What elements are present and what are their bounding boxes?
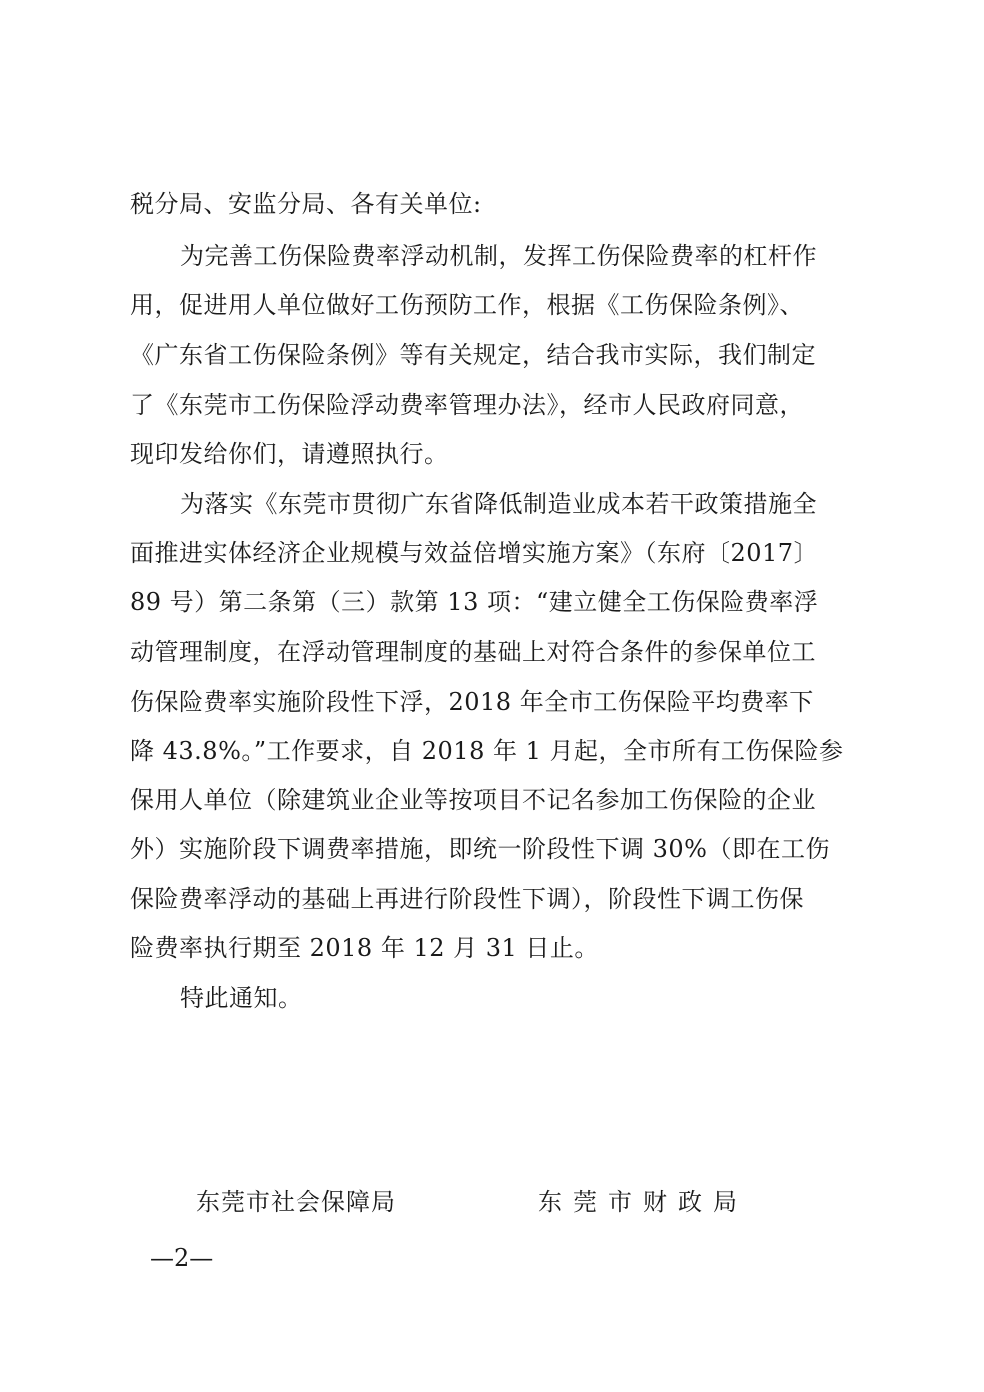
paragraph-1-line: 用，促进用人单位做好工伤预防工作，根据《工伤保险条例》、 <box>130 291 804 319</box>
paragraph-1-line: 了《东莞市工伤保险浮动费率管理办法》，经市人民政府同意， <box>130 391 804 419</box>
paragraph-2-line: 伤保险费率实施阶段性下浮，2018 年全市工伤保险平均费率下 <box>130 688 814 716</box>
page-number: —2— <box>150 1244 214 1272</box>
paragraph-2-line: 保险费率浮动的基础上再进行阶段性下调），阶段性下调工伤保 <box>130 885 804 913</box>
paragraph-2-line: 降 43.8%。”工作要求，自 2018 年 1 月起，全市所有工伤保险参 <box>130 737 844 765</box>
closing-remark: 特此通知。 <box>180 984 303 1012</box>
paragraph-2-line: 保用人单位（除建筑业企业等按项目不记名参加工伤保险的企业 <box>130 786 816 814</box>
paragraph-2-line: 为落实《东莞市贯彻广东省降低制造业成本若干政策措施全 <box>180 490 817 518</box>
paragraph-2-line: 动管理制度，在浮动管理制度的基础上对符合条件的参保单位工 <box>130 638 816 666</box>
salutation: 税分局、安监分局、各有关单位: <box>130 190 482 218</box>
paragraph-2-line: 面推进实体经济企业规模与效益倍增实施方案》（东府〔2017〕 <box>130 539 819 567</box>
signatory-social-security-bureau: 东莞市社会保障局 <box>196 1188 396 1216</box>
paragraph-2-line: 外）实施阶段下调费率措施，即统一阶段性下调 30%（即在工伤 <box>130 835 830 863</box>
paragraph-2-line: 险费率执行期至 2018 年 12 月 31 日止。 <box>130 934 599 962</box>
signatory-finance-bureau: 东莞市财政局 <box>538 1188 748 1216</box>
paragraph-1-line: 《广东省工伤保险条例》等有关规定，结合我市实际，我们制定 <box>130 341 816 369</box>
paragraph-2-line: 89 号）第二条第（三）款第 13 项：“建立健全工伤保险费率浮 <box>130 588 819 616</box>
paragraph-1-line: 现印发给你们，请遵照执行。 <box>130 440 449 468</box>
paragraph-1-line: 为完善工伤保险费率浮动机制，发挥工伤保险费率的杠杆作 <box>180 242 817 270</box>
